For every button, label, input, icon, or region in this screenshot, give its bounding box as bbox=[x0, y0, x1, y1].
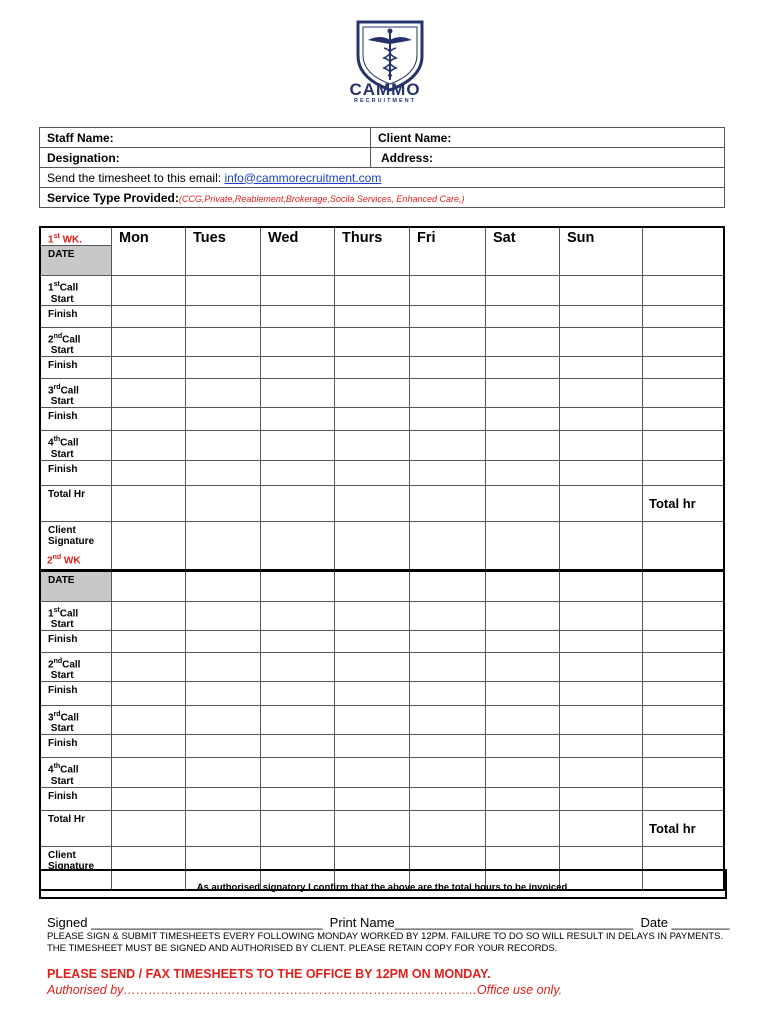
cell[interactable] bbox=[112, 305, 186, 327]
cell[interactable] bbox=[186, 601, 261, 630]
cell[interactable] bbox=[560, 735, 643, 758]
cell[interactable] bbox=[335, 682, 410, 706]
cell[interactable] bbox=[643, 652, 725, 681]
client-signature-label: Client Signature bbox=[40, 846, 112, 890]
date-label: DATE bbox=[40, 571, 112, 601]
service-type-label: Service Type Provided: bbox=[47, 190, 179, 205]
cell[interactable] bbox=[261, 408, 335, 431]
email-row bbox=[40, 168, 725, 188]
address-field[interactable] bbox=[371, 148, 725, 168]
cell[interactable] bbox=[335, 810, 410, 846]
cell[interactable] bbox=[112, 652, 186, 681]
cell[interactable] bbox=[335, 652, 410, 681]
cell[interactable] bbox=[186, 682, 261, 706]
cell[interactable] bbox=[486, 460, 560, 485]
client-name-field[interactable] bbox=[371, 128, 725, 148]
cell[interactable] bbox=[335, 460, 410, 485]
cell[interactable] bbox=[410, 431, 486, 460]
call3-start-label: 3rdCall Start bbox=[40, 706, 112, 735]
cell[interactable] bbox=[560, 485, 643, 521]
cell[interactable] bbox=[186, 327, 261, 356]
cell[interactable] bbox=[261, 485, 335, 521]
cell[interactable] bbox=[112, 682, 186, 706]
cell[interactable] bbox=[112, 327, 186, 356]
total-hr-cell[interactable]: Total hr bbox=[643, 810, 725, 846]
cell[interactable] bbox=[261, 571, 335, 601]
cell[interactable] bbox=[560, 682, 643, 706]
cell[interactable] bbox=[186, 305, 261, 327]
cell[interactable] bbox=[643, 521, 725, 570]
cell[interactable] bbox=[261, 810, 335, 846]
brand-subtitle: RECRUITMENT bbox=[353, 98, 417, 104]
cell[interactable] bbox=[560, 305, 643, 327]
cell[interactable] bbox=[486, 356, 560, 378]
cell[interactable] bbox=[643, 630, 725, 652]
cell[interactable] bbox=[560, 571, 643, 601]
cell[interactable] bbox=[643, 378, 725, 407]
call2-finish-label: Finish bbox=[40, 356, 112, 378]
cell[interactable] bbox=[410, 630, 486, 652]
cell[interactable] bbox=[410, 356, 486, 378]
day-sat: Sat bbox=[486, 227, 560, 276]
cell[interactable] bbox=[560, 521, 643, 570]
email-prefix: Send the timesheet to this email: bbox=[47, 170, 225, 185]
cell[interactable] bbox=[186, 706, 261, 735]
cell[interactable] bbox=[643, 735, 725, 758]
cell[interactable] bbox=[643, 571, 725, 601]
cell[interactable] bbox=[261, 378, 335, 407]
week2-grid bbox=[39, 570, 725, 891]
cell[interactable] bbox=[112, 601, 186, 630]
email-link[interactable]: info@cammorecruitment.com bbox=[224, 170, 382, 185]
call4-finish-label: Finish bbox=[40, 787, 112, 810]
staff-info-table bbox=[39, 127, 725, 208]
call3-start-label: 3rdCall Start bbox=[40, 378, 112, 407]
week2-label: 2nd WK bbox=[47, 554, 81, 567]
cell[interactable] bbox=[410, 327, 486, 356]
cell[interactable] bbox=[410, 787, 486, 810]
cell[interactable] bbox=[410, 571, 486, 601]
cell[interactable] bbox=[560, 758, 643, 787]
cell[interactable] bbox=[186, 356, 261, 378]
cell[interactable] bbox=[335, 521, 410, 570]
cell[interactable] bbox=[560, 601, 643, 630]
cell[interactable] bbox=[112, 630, 186, 652]
staff-name-field[interactable] bbox=[40, 128, 371, 148]
cell[interactable] bbox=[335, 408, 410, 431]
day-tues: Tues bbox=[186, 227, 261, 276]
cell[interactable] bbox=[261, 787, 335, 810]
cell[interactable] bbox=[112, 356, 186, 378]
cell[interactable] bbox=[112, 758, 186, 787]
cell[interactable] bbox=[410, 810, 486, 846]
cell[interactable] bbox=[560, 787, 643, 810]
cell[interactable] bbox=[410, 652, 486, 681]
cell[interactable] bbox=[261, 276, 335, 305]
cell[interactable] bbox=[486, 652, 560, 681]
call1-finish-label: Finish bbox=[40, 630, 112, 652]
brand-name: CAMMO bbox=[349, 80, 421, 99]
cell[interactable] bbox=[112, 521, 186, 570]
cell[interactable] bbox=[560, 408, 643, 431]
cell[interactable] bbox=[643, 460, 725, 485]
day-fri: Fri bbox=[410, 227, 486, 276]
cell[interactable] bbox=[486, 431, 560, 460]
cell[interactable] bbox=[112, 460, 186, 485]
designation-label: Designation: bbox=[47, 150, 120, 165]
cell[interactable] bbox=[486, 810, 560, 846]
total-hr-label: Total Hr bbox=[40, 485, 112, 521]
cell[interactable] bbox=[112, 787, 186, 810]
cell[interactable] bbox=[261, 735, 335, 758]
cell[interactable] bbox=[643, 356, 725, 378]
cell[interactable] bbox=[335, 485, 410, 521]
cell[interactable] bbox=[560, 652, 643, 681]
cell[interactable] bbox=[560, 630, 643, 652]
cell[interactable] bbox=[186, 810, 261, 846]
fax-instruction: PLEASE SEND / FAX TIMESHEETS TO THE OFFICE BY 12PM ON MONDAY. bbox=[47, 967, 491, 981]
cell[interactable] bbox=[560, 460, 643, 485]
cell[interactable] bbox=[186, 378, 261, 407]
cell[interactable] bbox=[335, 787, 410, 810]
cell[interactable] bbox=[410, 276, 486, 305]
cell[interactable] bbox=[335, 571, 410, 601]
week1-label: 1st WK. bbox=[40, 227, 112, 246]
cell[interactable] bbox=[410, 601, 486, 630]
cell[interactable] bbox=[560, 356, 643, 378]
cell[interactable] bbox=[186, 431, 261, 460]
cell[interactable] bbox=[261, 706, 335, 735]
call4-start-label: 4thCall Start bbox=[40, 431, 112, 460]
cell[interactable] bbox=[186, 408, 261, 431]
cell[interactable] bbox=[643, 276, 725, 305]
total-hr-label: Total Hr bbox=[40, 810, 112, 846]
cell[interactable] bbox=[261, 652, 335, 681]
call1-finish-label: Finish bbox=[40, 305, 112, 327]
day-sun: Sun bbox=[560, 227, 643, 276]
cell[interactable] bbox=[560, 431, 643, 460]
cell[interactable] bbox=[560, 810, 643, 846]
cell[interactable] bbox=[335, 378, 410, 407]
total-hr-cell[interactable]: Total hr bbox=[643, 485, 725, 521]
cell[interactable] bbox=[410, 735, 486, 758]
staff-name-label: Staff Name: bbox=[47, 130, 114, 145]
cell[interactable] bbox=[486, 305, 560, 327]
cell[interactable] bbox=[486, 276, 560, 305]
cell[interactable] bbox=[335, 327, 410, 356]
cell[interactable] bbox=[486, 521, 560, 570]
cell[interactable] bbox=[335, 276, 410, 305]
cell[interactable] bbox=[335, 630, 410, 652]
cell[interactable] bbox=[186, 630, 261, 652]
day-thurs: Thurs bbox=[335, 227, 410, 276]
cell[interactable] bbox=[261, 327, 335, 356]
cell[interactable] bbox=[186, 652, 261, 681]
cell[interactable] bbox=[643, 682, 725, 706]
cell[interactable] bbox=[261, 601, 335, 630]
client-name-label: Client Name: bbox=[378, 130, 452, 145]
day-mon: Mon bbox=[112, 227, 186, 276]
cell[interactable] bbox=[335, 758, 410, 787]
cell[interactable] bbox=[410, 378, 486, 407]
cell[interactable] bbox=[112, 706, 186, 735]
cell[interactable] bbox=[486, 485, 560, 521]
cell[interactable] bbox=[335, 706, 410, 735]
cell[interactable] bbox=[112, 276, 186, 305]
call1-start-label: 1stCall Start bbox=[40, 601, 112, 630]
cell[interactable] bbox=[261, 630, 335, 652]
cell[interactable] bbox=[486, 735, 560, 758]
service-type-note: (CCG,Private,Reablement,Brokerage,Socila Services, Enhanced Care,) bbox=[178, 193, 465, 204]
cell[interactable] bbox=[560, 327, 643, 356]
cell[interactable] bbox=[186, 485, 261, 521]
cell[interactable] bbox=[410, 408, 486, 431]
cell[interactable] bbox=[261, 521, 335, 570]
cell[interactable] bbox=[335, 601, 410, 630]
cell[interactable] bbox=[261, 682, 335, 706]
cell[interactable] bbox=[486, 630, 560, 652]
call3-finish-label: Finish bbox=[40, 408, 112, 431]
extra-col bbox=[643, 227, 725, 276]
cell[interactable] bbox=[643, 787, 725, 810]
cell[interactable] bbox=[335, 431, 410, 460]
cell[interactable] bbox=[486, 706, 560, 735]
cell[interactable] bbox=[643, 706, 725, 735]
date-label: DATE bbox=[40, 246, 112, 276]
cell[interactable] bbox=[486, 758, 560, 787]
cell[interactable] bbox=[261, 356, 335, 378]
cell[interactable] bbox=[261, 305, 335, 327]
cell[interactable] bbox=[410, 305, 486, 327]
cell[interactable] bbox=[643, 327, 725, 356]
cell[interactable] bbox=[261, 460, 335, 485]
cell[interactable] bbox=[186, 276, 261, 305]
address-label: Address: bbox=[381, 150, 434, 165]
call4-finish-label: Finish bbox=[40, 460, 112, 485]
cell[interactable] bbox=[112, 378, 186, 407]
cell[interactable] bbox=[560, 276, 643, 305]
cell[interactable] bbox=[186, 758, 261, 787]
cell[interactable] bbox=[486, 378, 560, 407]
cell[interactable] bbox=[643, 601, 725, 630]
signature-line[interactable]: Signed ________________________________ Print Name_________________________________ Date ________ bbox=[47, 915, 730, 930]
cell[interactable] bbox=[486, 408, 560, 431]
call2-start-label: 2ndCall Start bbox=[40, 652, 112, 681]
cell[interactable] bbox=[112, 735, 186, 758]
call2-start-label: 2ndCall Start bbox=[40, 327, 112, 356]
cell[interactable] bbox=[486, 601, 560, 630]
day-wed: Wed bbox=[261, 227, 335, 276]
cell[interactable] bbox=[643, 758, 725, 787]
call4-start-label: 4thCall Start bbox=[40, 758, 112, 787]
cell[interactable] bbox=[335, 305, 410, 327]
cell[interactable] bbox=[261, 431, 335, 460]
cell[interactable] bbox=[643, 305, 725, 327]
cell[interactable] bbox=[486, 327, 560, 356]
cell[interactable] bbox=[186, 787, 261, 810]
cell[interactable] bbox=[112, 408, 186, 431]
week1-grid bbox=[39, 226, 725, 571]
cell[interactable] bbox=[410, 521, 486, 570]
call2-finish-label: Finish bbox=[40, 682, 112, 706]
cell[interactable] bbox=[643, 408, 725, 431]
service-type-row[interactable] bbox=[40, 188, 725, 208]
cell[interactable] bbox=[486, 571, 560, 601]
cell[interactable] bbox=[410, 706, 486, 735]
cell[interactable] bbox=[643, 431, 725, 460]
cell[interactable] bbox=[410, 758, 486, 787]
cell[interactable] bbox=[112, 571, 186, 601]
designation-field[interactable] bbox=[40, 148, 371, 168]
confirm-statement: As authorised signatory I confirm that the above are the total hours to be invoiced bbox=[196, 882, 568, 893]
cell[interactable] bbox=[186, 735, 261, 758]
cell[interactable] bbox=[410, 682, 486, 706]
cell[interactable] bbox=[335, 356, 410, 378]
call1-start-label: 1stCall Start bbox=[40, 276, 112, 305]
cell[interactable] bbox=[335, 735, 410, 758]
cell[interactable] bbox=[112, 431, 186, 460]
cell[interactable] bbox=[112, 810, 186, 846]
cell[interactable] bbox=[112, 485, 186, 521]
cell[interactable] bbox=[261, 758, 335, 787]
cell[interactable] bbox=[486, 682, 560, 706]
cell[interactable] bbox=[410, 485, 486, 521]
call3-finish-label: Finish bbox=[40, 735, 112, 758]
client-signature-label: Client Signature bbox=[40, 521, 112, 570]
cell[interactable] bbox=[186, 571, 261, 601]
cell[interactable] bbox=[486, 787, 560, 810]
cell[interactable] bbox=[186, 521, 261, 570]
cell[interactable] bbox=[410, 460, 486, 485]
authorised-by-line[interactable]: Authorised by………………………………………………………………………….Office use only. bbox=[47, 983, 563, 997]
cell[interactable] bbox=[560, 706, 643, 735]
cell[interactable] bbox=[560, 378, 643, 407]
submission-notice: PLEASE SIGN & SUBMIT TIMESHEETS EVERY FOLLOWING MONDAY WORKED BY 12PM. FAILURE TO DO SO WILL RESULT IN DELAYS IN PAYMENTS. THE TIMESHEET MUST BE SIGNED AND AUTHORISED BY CLIENT. PLEASE RETAIN COPY FOR YOUR RECORDS. bbox=[47, 931, 724, 954]
cell[interactable] bbox=[186, 460, 261, 485]
